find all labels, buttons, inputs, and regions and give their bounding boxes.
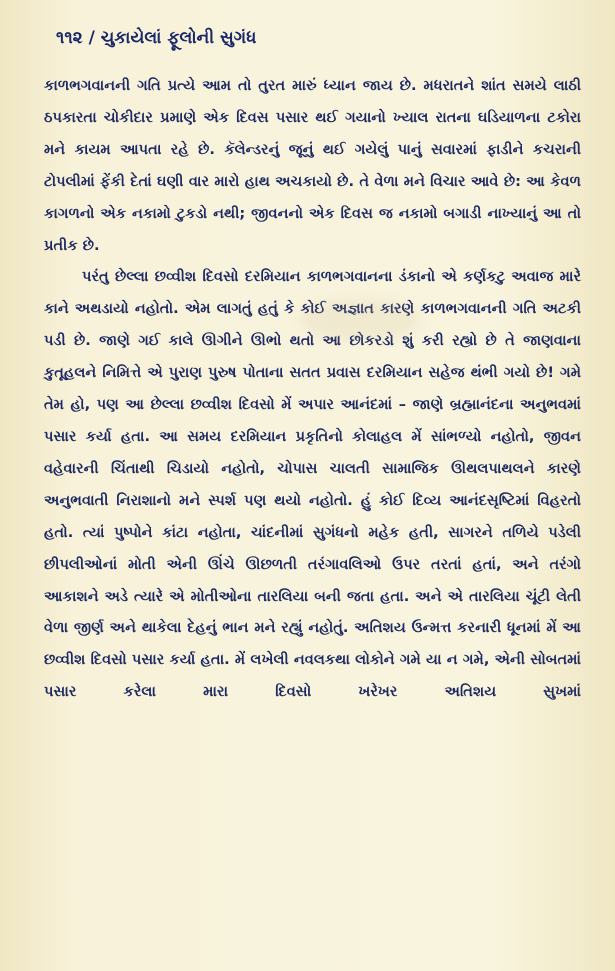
running-header — [56, 26, 581, 56]
paragraph-1: કાળભગવાનની ગતિ પ્રત્યે આમ તો તુરત મારું ધ્યાન જાય છે. મધરાતને શાંત સમયે લાઠી ઠપકારતા ચોકીદાર પ્રમાણે એક દિવસ પસાર થઈ ગયાનો ખ્યાલ રાતના ઘડિયાળના ટકોરા મને કાયમ આપતા રહે છે. કૅલેન્ડરનું જૂનું થઈ ગયેલું પાનું સવારમાં ફાડીને કચરાની ટોપલીમાં ફેંકી દેતાં ઘણી વાર મારો હાથ અચકાયો છે. તે વેળા મને વિચાર આવે છે: આ કેવળ કાગળનો એક નકામો ટુકડો નથી; જીવનનો એક દિવસ જ નકામો બગાડી નાખ્યાનું આ તો પ્રતીક છે. — [44, 77, 581, 254]
paper-stain — [300, 300, 420, 340]
header-separator: / — [88, 28, 95, 48]
page-number: ૧૧૨ — [56, 28, 83, 48]
paragraph-2: પરંતુ છેલ્લા છવ્વીશ દિવસો દરમિયાન કાળભગવાનના ડંકાનો એ કર્ણકટુ અવાજ મારે કાને અથડાયો નહોતો. એમ લાગતું હતું કે કોઈ અજ્ઞાત કારણે કાળભગવાનની ગતિ અટકી પડી છે. જાણે ગઈ કાલે ઊગીને ઊભો થતો આ છોકરડો શું કરી રહ્યો છે તે જાણવાના કુતૂહલને નિમિત્તે એ પુરાણ પુરુષ પોતાના સતત પ્રવાસ દરમિયાન સહેજ થંભી ગયો છે! ગમે તેમ હો, પણ આ છેલ્લા છવ્વીશ દિવસો મેં અપાર આનંદમાં – જાણે બ્રહ્માનંદના અનુભવમાં પસાર કર્યા હતા. આ સમય દરમિયાન પ્રકૃતિનો કોલાહલ મેં સાંભળ્યો નહોતો, જીવન વહેવારની ચિંતાથી ચિડાયો નહોતો, ચોપાસ ચાલતી સામાજિક ઊથલપાથલને કારણે અનુભવાતી નિરાશાનો મને સ્પર્શ પણ થયો નહોતો. હું કોઈ દિવ્ય આનંદસૃષ્ટિમાં વિહરતો હતો. ત્યાં પુષ્પોને કાંટા નહોતા, ચાંદનીમાં સુગંધનો મહેક હતી, સાગરને તળિયે પડેલી છીપલીઓનાં મોતી એની ઊંચે ઊછળતી તરંગાવલિઓ ઉપર તરતાં હતાં, અને તરંગો આકાશને અડે ત્યારે એ મોતીઓના તારલિયા બની જતા હતા. અને એ તારલિયા ચૂંટી લેતી વેળા જીર્ણ અને થાકેલા દેહનું ભાન મને રહ્યું નહોતું. અતિશય ઉન્મત્ત કરનારી ધૂનમાં મેં આ છવ્વીશ દિવસો પસાર કર્યા હતા. મેં લખેલી નવલકથા લોકોને ગમે યા ન ગમે, એની સોબતમાં પસાર કરેલા મારા દિવસો ખરેખર અતિશય સુખમાં — [44, 268, 581, 701]
book-title: ચુકાયેલાં ફૂલોની સુગંધ — [100, 28, 257, 48]
